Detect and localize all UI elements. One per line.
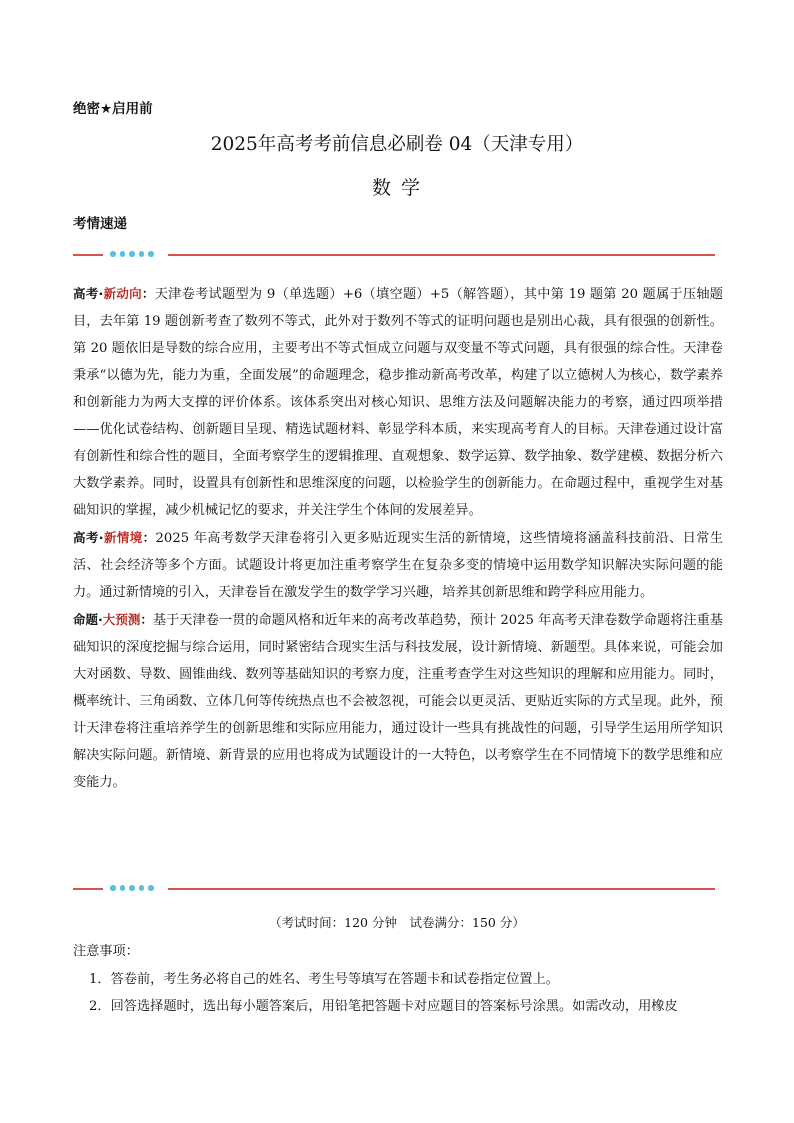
notice-item: 1．答卷前，考生务必将自己的姓名、考生号等填写在答题卡和试卷指定位置上。 xyxy=(89,972,559,987)
divider-line-left xyxy=(73,254,103,256)
paragraph-label-prefix: 高考· xyxy=(73,286,104,301)
notice-item: 2．回答选择题时，选出每小题答案后，用铅笔把答题卡对应题目的答案标号涂黑。如需改动，用橡皮 xyxy=(89,999,678,1014)
page-title: 2025年高考考前信息必刷卷 04（天津专用） xyxy=(210,134,584,155)
dot-icon xyxy=(148,251,154,257)
paragraph-prediction xyxy=(73,606,723,796)
paragraph-text: 天津卷考试题型为 9（单选题）+6（填空题）+5（解答题），其中第 19 题第 20 题属于压轴题目，去年第 19 题创新考查了数列不等式，此外对于数列不等式的证明问题也是别出心裁，具有很强的创新性。第 20 题依旧是导数的综合应用，主要考出不等式恒成立问题与双变量不等式问题，具有很强的综合性。天津卷秉承“以德为先，能力为重，全面发展”的命题理念，稳步推动新高考改革，构建了以立德树人为核心，数学素养和创新能力为两大支撑的评价体系。该体系突出对核心知识、思维方法及问题解决能力的考察，通过四项举措——优化试卷结构、创新题目呈现、精选试题材料、彰显学科本质，来实现高考育人的目标。天津卷通过设计富有创新性和综合性的题目，全面考察学生的逻辑推理、直观想象、数学运算、数学抽象、数学建模、数据分析六大数学素养。同时，设置具有创新性和思维深度的问题，以检验学生的创新能力。在命题过程中，重视学生对基础知识的掌握，减少机械记忆的要求，并关注学生个体间的发展差异。 xyxy=(73,287,723,518)
divider-bottom xyxy=(73,884,715,894)
dot-icon xyxy=(148,885,154,891)
subject-title: 数 学 xyxy=(371,177,423,199)
confidential-label: 绝密★启用前 xyxy=(73,101,153,117)
dot-icon xyxy=(110,885,116,891)
notice-title: 注意事项： xyxy=(73,944,139,959)
paragraph-label-prefix: 命题· xyxy=(73,612,103,627)
dot-icon xyxy=(120,885,126,891)
paragraph-new-trend xyxy=(73,280,723,524)
divider-line-right xyxy=(168,888,715,890)
divider-top xyxy=(73,250,715,260)
paragraph-label-suffix: ： xyxy=(140,612,153,627)
paragraph-label-suffix: ： xyxy=(141,286,155,301)
paragraph-label-highlight: 大预测 xyxy=(102,612,141,627)
dot-icon xyxy=(110,251,116,257)
paragraph-text: 2025 年高考数学天津卷将引入更多贴近现实生活的新情境，这些情境将涵盖科技前沿、日常生活、社会经济等多个方面。试题设计将更加注重考察学生在复杂多变的情境中运用数学知识解决实际问题的能力。通过新情境的引入，天津卷旨在激发学生的数学学习兴趣，培养其创新思维和跨学科应用能力。 xyxy=(73,531,724,600)
paragraph-label-suffix: ： xyxy=(142,530,156,545)
divider-line-left xyxy=(73,888,103,890)
dot-icon xyxy=(139,251,145,257)
paragraph-label-highlight: 新动向 xyxy=(103,286,142,301)
divider-dots xyxy=(110,251,154,257)
paragraph-text: 基于天津卷一贯的命题风格和近年来的高考改革趋势，预计 2025 年高考天津卷数学命题将注重基础知识的深度挖掘与综合运用，同时紧密结合现实生活与科技发展，设计新情境、新题型。具体来说，可能会加大对函数、导数、圆锥曲线、数列等基础知识的考察力度，注重考查学生对这些知识的理解和应用能力。同时，概率统计、三角函数、立体几何等传统热点也不会被忽视，可能会以更灵活、更贴近实际的方式呈现。此外，预计天津卷将注重培养学生的创新思维和实际应用能力，通过设计一些具有挑战性的问题，引导学生运用所学知识解决实际问题。新情境、新背景的应用也将成为试题设计的一大特色，以考察学生在不同情境下的数学思维和应变能力。 xyxy=(73,613,723,790)
dot-icon xyxy=(129,251,135,257)
dot-icon xyxy=(120,251,126,257)
section-heading: 考情速递 xyxy=(73,216,127,232)
dot-icon xyxy=(129,885,135,891)
dot-icon xyxy=(139,885,145,891)
paragraph-label-prefix: 高考· xyxy=(73,530,104,545)
divider-line-right xyxy=(168,254,715,256)
exam-time-score: （考试时间：120 分钟 试卷满分：150 分） xyxy=(269,915,525,930)
divider-dots xyxy=(110,885,154,891)
paragraph-label-highlight: 新情境 xyxy=(103,530,143,545)
analysis-content xyxy=(73,280,723,796)
notice-list xyxy=(73,966,723,1020)
paragraph-new-context xyxy=(73,524,723,606)
